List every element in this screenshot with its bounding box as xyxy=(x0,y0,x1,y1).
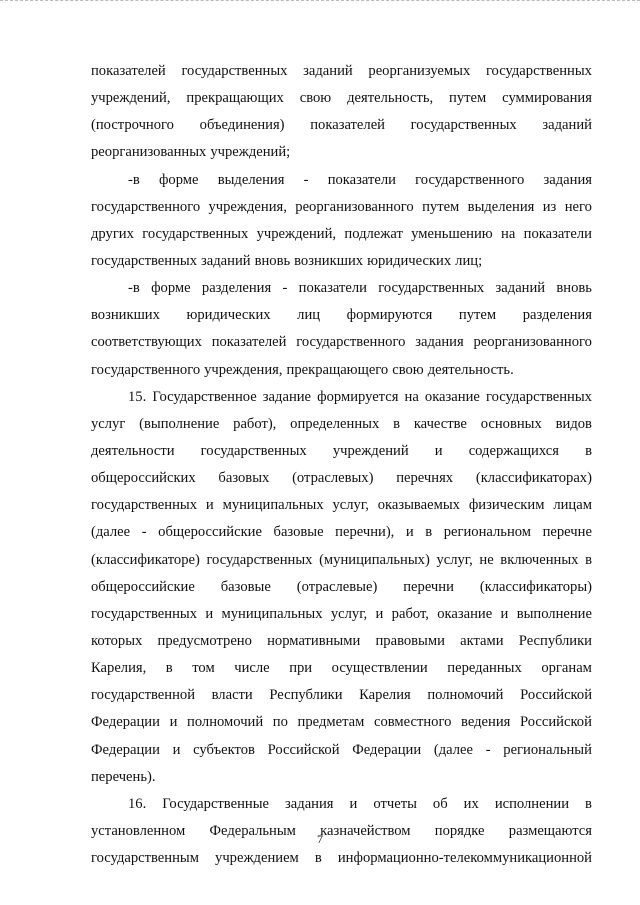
word: суммирования xyxy=(502,90,592,107)
document-body xyxy=(91,58,592,872)
text-line xyxy=(91,438,592,465)
word: реорганизуемых xyxy=(368,63,471,79)
word: основных xyxy=(480,415,542,432)
page-number: 7 xyxy=(317,832,323,846)
word: в xyxy=(585,551,592,568)
word: Республики xyxy=(518,632,592,649)
text-line xyxy=(91,519,592,546)
word: органам xyxy=(541,660,592,677)
word: оказываемых xyxy=(377,497,460,514)
word: перечне xyxy=(542,524,592,541)
word: вновь xyxy=(556,280,592,297)
text-line xyxy=(91,682,592,709)
word: Российской xyxy=(267,741,340,758)
word: государственных xyxy=(91,497,198,514)
word: формируются xyxy=(346,307,433,324)
word: выделения xyxy=(467,198,535,215)
word: Государственные xyxy=(162,795,269,812)
word: перечнях xyxy=(396,470,454,487)
word: заданий xyxy=(542,117,592,134)
word: не xyxy=(479,551,494,568)
text-line xyxy=(91,58,592,85)
word: (классификаторе) xyxy=(91,551,200,568)
word: лиц; xyxy=(455,252,483,269)
word: в xyxy=(585,795,592,812)
word: заданий xyxy=(303,63,353,79)
word: муниципальных xyxy=(222,497,324,514)
word: (муниципальных) xyxy=(319,551,430,568)
word: прекращающего xyxy=(286,361,389,378)
word: ведения xyxy=(461,714,511,731)
word: отчеты xyxy=(373,795,417,812)
word: учреждений xyxy=(332,442,409,459)
word: перечни xyxy=(403,578,454,595)
text-line xyxy=(91,547,592,574)
word: услуг, xyxy=(330,605,368,622)
word: реорганизованного xyxy=(295,198,414,215)
word: учреждением xyxy=(215,850,299,867)
word: вновь xyxy=(254,252,291,269)
word: государственных xyxy=(485,388,592,405)
word: полномочий xyxy=(427,687,504,704)
word: показатели xyxy=(327,171,396,188)
word: - xyxy=(282,280,288,297)
word: и xyxy=(434,442,443,459)
word: форме xyxy=(151,280,191,297)
word: информационно-телекоммуникационной xyxy=(337,850,592,867)
word: учреждения, xyxy=(204,361,283,378)
word: задания xyxy=(285,795,334,812)
word: и xyxy=(172,741,181,758)
word: об xyxy=(432,795,448,812)
word: государственного xyxy=(415,171,525,188)
word: в xyxy=(425,524,433,541)
word: 15. xyxy=(128,388,147,405)
word: числе xyxy=(234,660,270,677)
word: государственных xyxy=(410,117,517,134)
word: государственного xyxy=(296,334,406,351)
text-line xyxy=(91,465,592,492)
text-line xyxy=(91,411,592,438)
word: (классификаторы) xyxy=(479,578,592,595)
word: выполнение xyxy=(516,605,592,622)
word: которых xyxy=(91,632,143,649)
word: порядке xyxy=(434,822,485,839)
word: заданий xyxy=(201,252,251,269)
word: базовые xyxy=(220,578,271,595)
word: государственных xyxy=(378,280,485,297)
word: муниципальных xyxy=(221,605,323,622)
word: в xyxy=(314,850,322,867)
word: Карелия xyxy=(359,687,411,704)
word: возникших xyxy=(91,307,160,324)
text-line xyxy=(91,492,592,519)
text-line xyxy=(91,221,592,248)
word: показатели xyxy=(523,225,592,242)
word: -в xyxy=(128,280,140,297)
word: размещаются xyxy=(508,822,592,839)
word: и xyxy=(205,605,214,622)
text-line xyxy=(91,384,592,411)
word: него xyxy=(564,198,592,215)
word: услуг, xyxy=(332,497,369,514)
text-line xyxy=(91,845,592,872)
word: (отраслевые) xyxy=(296,578,378,595)
word: предусмотрено xyxy=(157,632,252,649)
word: - xyxy=(303,171,309,188)
word: в xyxy=(393,415,400,432)
word: путем xyxy=(449,90,487,107)
word: Карелия, xyxy=(91,660,147,677)
word: показателей xyxy=(310,117,385,134)
word: реорганизованного xyxy=(473,334,592,351)
word: (классификаторах) xyxy=(475,470,592,487)
word: учреждений, xyxy=(256,225,337,242)
word: реорганизованных xyxy=(91,144,207,161)
word: качестве xyxy=(413,415,467,432)
word: и xyxy=(500,605,509,622)
word: работ), xyxy=(233,415,277,432)
text-line xyxy=(91,167,592,194)
word: уменьшению xyxy=(411,225,493,242)
word: подлежат xyxy=(344,225,403,242)
word: - xyxy=(141,524,147,541)
text-line xyxy=(91,194,592,221)
text-line xyxy=(91,248,592,275)
word: Республики xyxy=(269,687,343,704)
word: соответствующих xyxy=(91,334,202,351)
word: том xyxy=(192,660,215,677)
word: разделения xyxy=(522,307,592,324)
word: Федерации xyxy=(91,714,160,731)
word: задание xyxy=(262,388,312,405)
word: учреждения, xyxy=(208,198,287,215)
word: осуществлении xyxy=(331,660,428,677)
word: предметам xyxy=(297,714,365,731)
word: -в xyxy=(128,171,140,188)
word: в xyxy=(165,660,173,677)
word: и xyxy=(169,714,178,731)
word: Российской xyxy=(519,714,592,731)
word: 16. xyxy=(128,795,147,812)
word: на xyxy=(501,225,516,242)
word: и xyxy=(205,497,214,514)
word: (отраслевых) xyxy=(292,470,374,487)
text-line xyxy=(91,737,592,764)
word: базовые xyxy=(273,524,324,541)
word: государственным xyxy=(91,850,199,867)
text-line xyxy=(91,764,592,791)
word: разделения xyxy=(201,280,272,297)
word: показателей xyxy=(91,63,166,79)
word: государственных xyxy=(91,252,198,269)
word: при xyxy=(289,660,313,677)
text-line xyxy=(91,709,592,736)
word: показатели xyxy=(298,280,367,297)
word: учреждений, xyxy=(91,90,171,107)
word: переданных xyxy=(447,660,522,677)
text-line xyxy=(91,791,592,818)
word: юридических xyxy=(186,307,271,324)
word: видов xyxy=(555,415,592,432)
text-line xyxy=(91,601,592,628)
word: заданий xyxy=(495,280,546,297)
word: государственных xyxy=(91,605,198,622)
word: общероссийских xyxy=(91,470,196,487)
text-line xyxy=(91,85,592,112)
word: форме xyxy=(158,171,199,188)
word: Российской xyxy=(520,687,592,704)
word: деятельность. xyxy=(427,361,514,378)
word: субъектов xyxy=(193,741,255,758)
word: услуг xyxy=(91,415,126,432)
word: перечни), xyxy=(335,524,395,541)
word: государственного xyxy=(91,198,201,215)
word: лиц xyxy=(297,307,321,324)
word: государственных xyxy=(485,63,592,79)
word: базовых xyxy=(218,470,270,487)
word: оказание xyxy=(437,605,493,622)
word: совместного xyxy=(374,714,452,731)
word: задания xyxy=(415,334,464,351)
word: власти xyxy=(211,687,253,704)
word: на xyxy=(404,388,419,405)
word: региональном xyxy=(443,524,532,541)
word: казначейством xyxy=(320,822,411,839)
word: - xyxy=(485,741,491,758)
word: Федерации xyxy=(91,741,160,758)
word: лицам xyxy=(553,497,592,514)
word: государственной xyxy=(91,687,196,704)
word: перечень). xyxy=(91,768,156,785)
word: учреждений; xyxy=(210,144,291,161)
text-line xyxy=(91,628,592,655)
word: объединения) xyxy=(199,117,285,134)
word: из xyxy=(542,198,557,215)
word: свою xyxy=(299,90,332,107)
text-line xyxy=(91,357,592,384)
word: физическим xyxy=(468,497,545,514)
word: формируется xyxy=(317,388,399,405)
text-line xyxy=(91,574,592,601)
word: прекращающих xyxy=(186,90,284,107)
word: государственных xyxy=(200,442,307,459)
word: (далее xyxy=(91,524,131,541)
word: услуг, xyxy=(436,551,473,568)
word: государственных xyxy=(206,551,313,568)
text-line xyxy=(91,302,592,329)
word: исполнении xyxy=(494,795,570,812)
word: возникших xyxy=(294,252,364,269)
word: общероссийские xyxy=(91,578,195,595)
word: нормативными xyxy=(267,632,361,649)
text-line xyxy=(91,329,592,356)
word: установленном xyxy=(91,822,186,839)
word: государственных xyxy=(142,225,249,242)
word: определенных xyxy=(290,415,380,432)
text-line xyxy=(91,112,592,139)
word: и xyxy=(405,524,414,541)
word: (далее xyxy=(433,741,473,758)
text-line xyxy=(91,139,592,166)
word: показателей xyxy=(211,334,287,351)
word: Государственное xyxy=(152,388,257,405)
word: региональный xyxy=(503,741,592,758)
word: их xyxy=(463,795,479,812)
word: полномочий xyxy=(187,714,264,731)
word: других xyxy=(91,225,134,242)
word: путем xyxy=(458,307,497,324)
word: включенных xyxy=(500,551,579,568)
word: государственного xyxy=(91,361,201,378)
word: Федеральным xyxy=(209,822,296,839)
word: выделения xyxy=(217,171,285,188)
word: деятельность, xyxy=(347,90,434,107)
word: по xyxy=(272,714,288,731)
word: и xyxy=(375,605,384,622)
word: (построчного xyxy=(91,117,174,134)
scan-edge-line xyxy=(0,0,640,3)
word: общероссийские xyxy=(158,524,262,541)
word: правовыми xyxy=(375,632,445,649)
word: свою xyxy=(392,361,424,378)
word: (выполнение xyxy=(139,415,220,432)
word: государственных xyxy=(181,63,288,79)
word: работ, xyxy=(391,605,429,622)
text-line xyxy=(91,655,592,682)
word: Федерации xyxy=(352,741,422,758)
word: в xyxy=(585,442,592,459)
word: актами xyxy=(460,632,504,649)
word: путем xyxy=(422,198,460,215)
word: юридических xyxy=(367,252,452,269)
word: и xyxy=(349,795,358,812)
word: содержащихся xyxy=(468,442,559,459)
word: задания xyxy=(543,171,592,188)
word: оказание xyxy=(424,388,480,405)
text-line xyxy=(91,275,592,302)
word: деятельности xyxy=(91,442,175,459)
